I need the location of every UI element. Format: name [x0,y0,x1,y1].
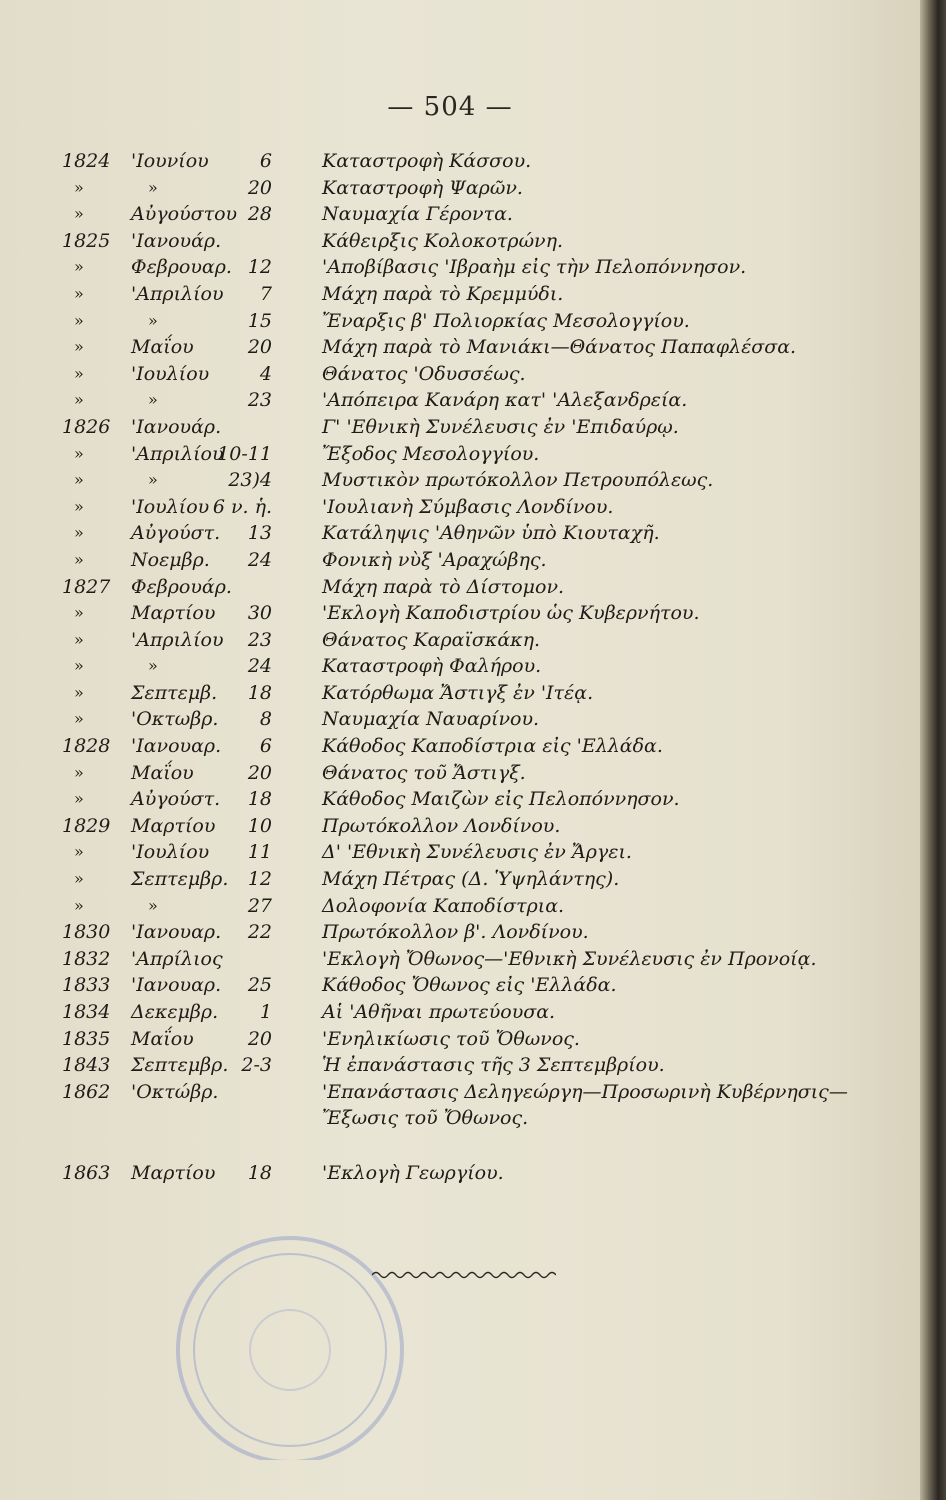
row-month: Αὐγούστ. [131,522,221,545]
chronology-row [0,706,920,733]
row-month: 'Απριλίου [131,628,224,651]
row-month: Μαρτίου [131,1161,216,1184]
row-year: 1835 [62,1027,111,1050]
row-year: 1833 [62,974,111,997]
chronology-row [0,547,920,574]
row-event: 'Ενηλικίωσις τοῦ Ὄθωνος. [322,1027,580,1050]
chronology-row [0,866,920,893]
row-year: » [74,204,84,224]
row-day: 23)4 [228,469,272,492]
row-day: 24 [247,655,272,678]
row-year: 1832 [62,947,111,970]
row-day: 24 [247,548,272,571]
row-day: 18 [247,681,272,704]
row-day: 28 [247,203,272,226]
row-event: Πρωτόκολλον Λονδίνου. [322,814,561,837]
chronology-row [0,228,920,255]
chronology-row [0,600,920,627]
row-year: 1829 [62,814,111,837]
row-day: 20 [247,1027,272,1050]
row-month: » [148,470,158,490]
row-event: Αἱ 'Αθῆναι πρωτεύουσα. [322,1001,556,1023]
row-day: 2-3 [241,1054,272,1077]
row-month: Σεπτεμβρ. [131,868,229,891]
row-day: 10 [247,814,272,837]
row-month: 'Ιανουαρ. [131,735,222,758]
row-year: » [74,177,84,197]
chronology-row [0,680,920,707]
row-month: Δεκεμβρ. [131,1001,219,1023]
row-year: » [74,842,84,862]
row-day: 18 [247,1161,272,1184]
row-month: 'Ιουλίου [131,495,210,518]
row-event: Κάθοδος Ὄθωνος εἰς 'Ελλάδα. [322,974,617,997]
row-year: » [74,682,84,702]
row-event: Μάχη παρὰ τὸ Δίστομον. [322,575,565,598]
row-month: Σεπτεμβ. [131,681,218,704]
row-month: 'Απριλίου [131,442,224,465]
row-event: 'Εκλογὴ Γεωργίου. [322,1161,504,1184]
row-event: Μάχη παρὰ τὸ Μανιάκι—Θάνατος Παπαφλέσσα. [322,336,797,359]
row-month: 'Ιουνίου [131,150,209,172]
row-month: 'Ιουλίου [131,362,210,385]
row-month: » [148,177,158,197]
chronology-row [0,733,920,760]
row-day: 6 [259,735,272,758]
chronology-row [0,839,920,866]
chronology-row [0,1160,920,1187]
row-day: 1 [259,1001,272,1023]
row-event: 'Εκλογὴ Ὄθωνος—'Εθνικὴ Συνέλευσις ἐν Προνοίᾳ. [322,947,817,970]
row-day: 20 [247,176,272,199]
chronology-row [0,1079,920,1106]
row-event: Ἔναρξις β' Πολιορκίας Μεσολογγίου. [322,309,690,332]
row-day: 12 [247,868,272,891]
row-month: » [148,895,158,915]
row-month: Φεβρουαρ. [131,256,232,279]
chronology-row [0,574,920,601]
row-year: » [74,470,84,490]
row-year: » [74,283,84,303]
row-day: 25 [247,974,272,997]
chronology-row [0,494,920,521]
row-event: Θάνατος 'Οδυσσέως. [322,362,526,385]
row-event: Μάχη παρὰ τὸ Κρεμμύδι. [322,282,564,305]
row-year: » [74,390,84,410]
row-day: 4 [259,362,272,385]
row-day: 6 [259,150,272,172]
row-event: Ναυμαχία Γέροντα. [322,203,513,226]
row-month: 'Απρίλιος [131,947,223,970]
row-month: Μαΐου [131,336,194,359]
row-event: Κατόρθωμα Ἄστιγξ ἐν 'Ιτέᾳ. [322,681,594,704]
row-year: » [74,257,84,277]
row-event: Γ' 'Εθνικὴ Συνέλευσις ἐν 'Επιδαύρῳ. [322,415,679,438]
row-day: 20 [247,336,272,359]
row-month: 'Απριλίου [131,282,224,305]
row-year: » [74,869,84,889]
chronology-row [0,414,920,441]
chronology-row [0,786,920,813]
row-event: Δ' 'Εθνικὴ Συνέλευσις ἐν Ἄργει. [322,841,632,864]
chronology-row [0,653,920,680]
library-stamp-icon [160,1220,420,1460]
row-day: 27 [247,894,272,917]
row-month: » [148,310,158,330]
row-month: 'Ιανουαρ. [131,974,222,997]
row-month: Μαρτίου [131,814,216,837]
row-day: 15 [247,309,272,332]
row-event: Κάθοδος Μαιζὼν εἰς Πελοπόννησον. [322,788,680,811]
row-event: Θάνατος Καραϊσκάκη. [322,628,541,651]
row-event: 'Εκλογὴ Καποδιστρίου ὡς Κυβερνήτου. [322,602,700,625]
row-year: 1824 [62,150,111,172]
row-month: » [148,390,158,410]
row-year: 1830 [62,921,111,944]
chronology-row [0,919,920,946]
chronology-row [0,175,920,202]
row-event: 'Ιουλιανὴ Σύμβασις Λονδίνου. [322,495,614,518]
row-day: 8 [259,708,272,731]
row-month: Νοεμβρ. [131,548,210,571]
row-event: Ναυμαχία Ναυαρίνου. [322,708,540,731]
chronology-row [0,1026,920,1053]
chronology-row [0,627,920,654]
row-event: Ἔξοδος Μεσολογγίου. [322,442,540,465]
chronology-row [0,999,920,1026]
row-month: Μαΐου [131,1027,194,1050]
row-event: Πρωτόκολλον β'. Λονδίνου. [322,921,589,944]
row-event: 'Επανάστασις Δεληγεώργη—Προσωρινὴ Κυβέρνησις— [322,1080,848,1103]
row-month: 'Ιανουάρ. [131,229,222,252]
row-year: 1862 [62,1080,111,1103]
row-year: » [74,337,84,357]
row-day: 6 ν. ἡ. [212,495,272,518]
book-spine-edge [920,0,946,1500]
row-event: 'Απόπειρα Κανάρη κατ' 'Αλεξανδρεία. [322,389,688,412]
row-year: 1827 [62,575,111,598]
row-month: 'Ιανουάρ. [131,415,222,438]
chronology-row [0,467,920,494]
row-month: » [148,656,158,676]
row-event: Κάθοδος Καποδίστρια εἰς 'Ελλάδα. [322,735,663,758]
chronology-row [0,1052,920,1079]
row-year: » [74,310,84,330]
row-day: 18 [247,788,272,811]
row-month: Σεπτεμβρ. [131,1054,229,1077]
chronology-row [0,308,920,335]
row-month: Φεβρουάρ. [131,575,232,598]
wavy-line-ornament-icon [372,1268,556,1282]
row-day: 30 [247,602,272,625]
row-year: » [74,789,84,809]
row-day: 13 [247,522,272,545]
chronology-row [0,520,920,547]
row-year: » [74,709,84,729]
row-month: Μαΐου [131,761,194,784]
row-day: 23 [247,389,272,412]
chronology-row [0,281,920,308]
chronology-row [0,893,920,920]
chronology-row [0,972,920,999]
row-day: 23 [247,628,272,651]
row-event: Κάθειρξις Κολοκοτρώνη. [322,229,564,252]
row-event: Φονικὴ νὺξ 'Αραχώβης. [322,548,547,571]
row-year: » [74,629,84,649]
row-year: 1825 [62,229,111,252]
row-month: Μαρτίου [131,602,216,625]
row-event: Καταστροφὴ Φαλήρου. [322,655,542,678]
row-event: 'Αποβίβασις 'Ιβραὴμ εἰς τὴν Πελοπόννησον. [322,256,747,279]
row-year: » [74,523,84,543]
row-year: 1826 [62,415,111,438]
chronology-list [0,148,920,1187]
chronology-row [0,1105,920,1132]
row-year: 1843 [62,1054,111,1077]
row-event: Δολοφονία Καποδίστρια. [322,894,565,917]
row-day: 20 [247,761,272,784]
row-event: Ἡ ἐπανάστασις τῆς 3 Σεπτεμβρίου. [322,1054,665,1077]
row-event: Καταστροφὴ Κάσσου. [322,150,532,172]
row-day: 11 [247,841,272,864]
row-year: 1828 [62,735,111,758]
chronology-row [0,946,920,973]
chronology-row [0,148,920,175]
chronology-row [0,361,920,388]
row-year: » [74,762,84,782]
row-year: » [74,603,84,623]
row-year: 1863 [62,1161,111,1184]
row-year: » [74,549,84,569]
row-month: 'Οκτώβρ. [131,1080,219,1103]
chronology-row [0,387,920,414]
row-event: Θάνατος τοῦ Ἄστιγξ. [322,761,526,784]
chronology-row [0,441,920,468]
row-event: Μυστικὸν πρωτόκολλον Πετρουπόλεως. [322,469,714,492]
row-event: Καταστροφὴ Ψαρῶν. [322,176,523,199]
row-month: 'Ιουλίου [131,841,210,864]
row-month: 'Ιανουαρ. [131,921,222,944]
row-year: » [74,443,84,463]
row-day: 12 [247,256,272,279]
chronology-row [0,760,920,787]
chronology-row [0,201,920,228]
row-day: 10-11 [217,442,272,465]
chronology-row [0,254,920,281]
row-month: Αὐγούστ. [131,788,221,811]
row-year: 1834 [62,1001,111,1023]
row-day: 7 [259,282,272,305]
row-month: Αὐγούστου [131,203,238,226]
row-year: » [74,363,84,383]
chronology-row [0,813,920,840]
row-event: Κατάληψις 'Αθηνῶν ὑπὸ Κιουταχῆ. [322,522,660,545]
page-number: — 504 — [387,92,513,122]
row-month: 'Οκτωβρ. [131,708,219,731]
row-day: 22 [247,921,272,944]
row-event: Ἔξωσις τοῦ Ὄθωνος. [322,1107,529,1130]
chronology-row [0,334,920,361]
row-year: » [74,895,84,915]
row-year: » [74,496,84,516]
row-event: Μάχη Πέτρας (Δ. Ὑψηλάντης). [322,868,620,891]
row-year: » [74,656,84,676]
